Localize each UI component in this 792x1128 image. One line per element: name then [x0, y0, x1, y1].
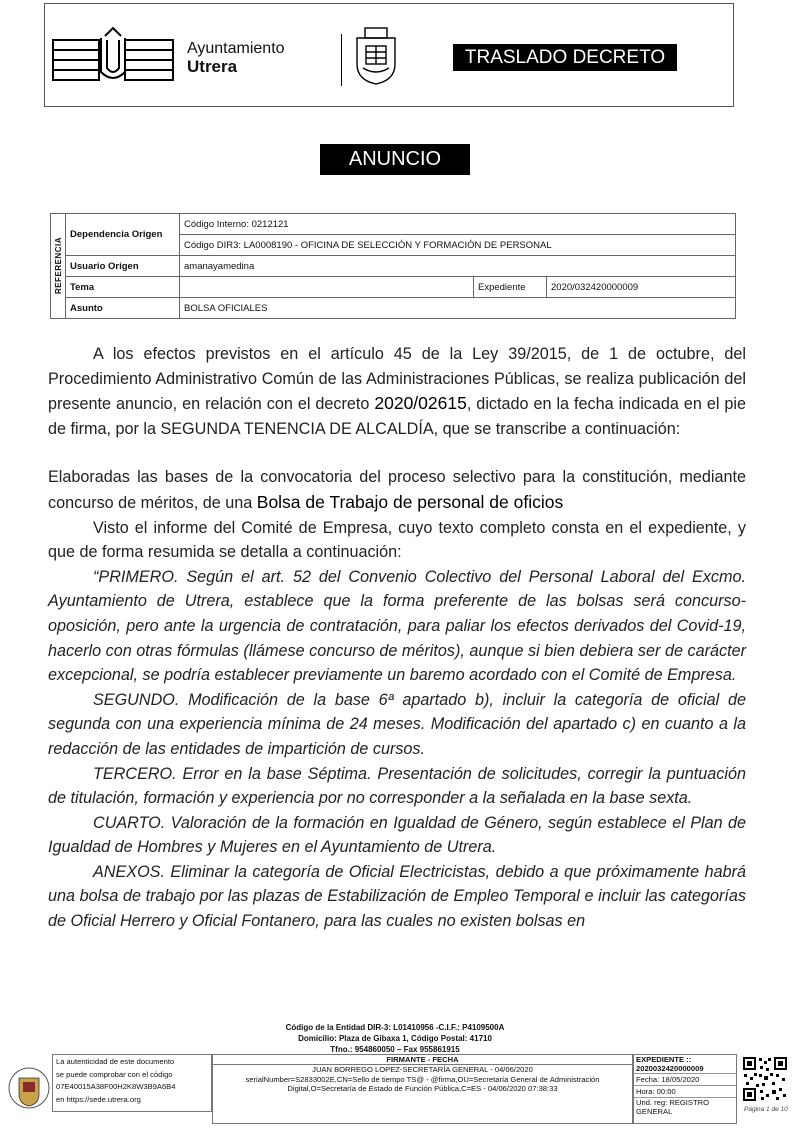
entity-code: Código de la Entidad DIR-3: L01410956 -C.I.F.: P4109500A — [285, 1023, 505, 1032]
signer-header: FIRMANTE - FECHA — [213, 1055, 632, 1065]
tema-value — [180, 277, 474, 298]
fecha: Fecha: 18/05/2020 — [634, 1074, 736, 1086]
qr-code-icon — [742, 1056, 788, 1102]
tercero-paragraph: TERCERO. Error en la base Séptima. Presentación de solicitudes, corregir la puntuación de titulación, formación y experiencia por no corresponder a la señalada en la base sexta. — [48, 764, 746, 808]
primero-paragraph: “PRIMERO. Según el art. 52 del Convenio Colectivo del Personal Laboral del Excmo. Ayuntamiento de Utrera, establece que la forma preferente de las bolsas será concurso-oposición, pero ante la urgencia de contratación, para paliar los efectos derivados del Covid-19, hacerlo con otras fórmulas (llámese concurso de méritos), aunque si bien debiera ser de carácter excepcional, se podría establecer previamente un baremo acordado con el Comité de Empresa. — [48, 567, 746, 685]
asunto-label: Asunto — [66, 298, 180, 319]
codigo-dir3: Código DIR3: LA0008190 - OFICINA DE SELECCIÓN Y FORMACIÓN DE PERSONAL — [180, 235, 736, 256]
reference-table — [50, 213, 736, 319]
signer-box — [212, 1054, 633, 1124]
authenticity-box — [52, 1054, 212, 1112]
usuario-value: amanayamedina — [180, 256, 736, 277]
signer-line: JUAN BORREGO LOPEZ-SECRETARÍA GENERAL - 04/06/2020 — [312, 1065, 533, 1074]
header-divider — [341, 34, 342, 86]
tema-label: Tema — [66, 277, 180, 298]
cuarto-paragraph: CUARTO. Valoración de la formación en Igualdad de Género, según establece el Plan de Igualdad de Hombres y Mujeres en el Ayuntamiento de Utrera. — [48, 813, 746, 857]
organization-name — [187, 40, 285, 76]
reference-side-label: REFERENCIA — [51, 214, 66, 319]
expediente-box — [633, 1054, 737, 1124]
entity-phone: Tfno.: 954860050 – Fax 955861915 — [330, 1045, 460, 1054]
dependencia-label: Dependencia Origen — [66, 214, 180, 256]
page-number: Página 1 de 10 — [744, 1106, 788, 1113]
table-row — [51, 214, 736, 235]
codigo-interno: Código Interno: 0212121 — [180, 214, 736, 235]
entity-info — [250, 1022, 540, 1055]
document-type-label: TRASLADO DECRETO — [453, 44, 677, 71]
expediente-label: Expediente — [474, 277, 547, 298]
expediente-value: 2020/032420000009 — [547, 277, 736, 298]
decree-number: 2020/02615 — [374, 393, 467, 414]
asunto-value: BOLSA OFICIALES — [180, 298, 736, 319]
bases-paragraph: Elaboradas las bases de la convocatoria del proceso selectivo para la constitución, mediante concurso de méritos, de una Bolsa de Trabajo de personal de oficios — [48, 468, 746, 512]
document-header — [44, 3, 734, 107]
auth-url-link[interactable]: en https://sede.utrera.org — [56, 1094, 141, 1104]
unidad-registro: Und. reg: REGISTRO GENERAL — [636, 1098, 710, 1116]
signer-line: Digital,O=Secretaría de Estado de Función Pública,C=ES - 04/06/2020 07:38:33 — [287, 1084, 558, 1093]
table-row — [51, 256, 736, 277]
coat-of-arms-icon — [351, 26, 401, 86]
segundo-paragraph: SEGUNDO. Modificación de la base 6ª apartado b), incluir la categoría de oficial de segunda con una experiencia mínima de 24 meses. Modificación del apartado c) en cuanto a la redacción de las entidades de impartición de cursos. — [48, 690, 746, 758]
auth-line: La autenticidad de este documento — [56, 1057, 175, 1066]
page-title: ANUNCIO — [320, 144, 470, 175]
table-row — [51, 298, 736, 319]
organization-line1: Ayuntamiento — [187, 40, 285, 57]
ayuntamiento-logo-icon — [49, 26, 177, 84]
entity-address: Domicilio: Plaza de Gibaxa 1, Código Postal: 41710 — [298, 1034, 492, 1043]
hora: Hora: 00:00 — [634, 1086, 736, 1098]
anexos-paragraph: ANEXOS. Eliminar la categoría de Oficial Electricistas, debido a que próximamente habrá una bolsa de trabajo por las plazas de Estabilización de Empleo Temporal e incluir las categorías de Oficial Herrero y Oficial Fontanero, para las cuales no existen bolsas en — [48, 862, 746, 931]
bolsa-title: Bolsa de Trabajo de personal de oficios — [256, 491, 564, 512]
usuario-label: Usuario Origen — [66, 256, 180, 277]
intro-paragraph: A los efectos previstos en el artículo 45 de la Ley 39/2015, de 1 de octubre, del Procedimiento Administrativo Común de las Administraciones Públicas, se realiza publicación del presente anuncio, en relación con el decreto 2020/02615, dictado en la fecha indicada en el pie de firma, por la SEGUNDA TENENCIA DE ALCALDÍA, que se transcribe a continuación: — [48, 345, 747, 438]
expediente-info: EXPEDIENTE :: 2020032420000009 — [634, 1055, 736, 1074]
auth-code: 07E40015A38F00H2K8W3B9A6B4 — [56, 1082, 176, 1091]
organization-line2: Utrera — [187, 57, 238, 76]
signature-seal-icon — [6, 1058, 52, 1118]
signer-line: serialNumber=S2833002E,CN=Sello de tiempo TS@ - @firma,OU=Secretaría General de Administración — [245, 1074, 600, 1084]
auth-line: se puede comprobar con el código — [56, 1069, 173, 1079]
document-body — [48, 342, 746, 934]
table-row — [51, 277, 736, 298]
informe-paragraph: Visto el informe del Comité de Empresa, cuyo texto completo consta en el expediente, y que de forma resumida se detalla a continuación: — [48, 518, 746, 562]
